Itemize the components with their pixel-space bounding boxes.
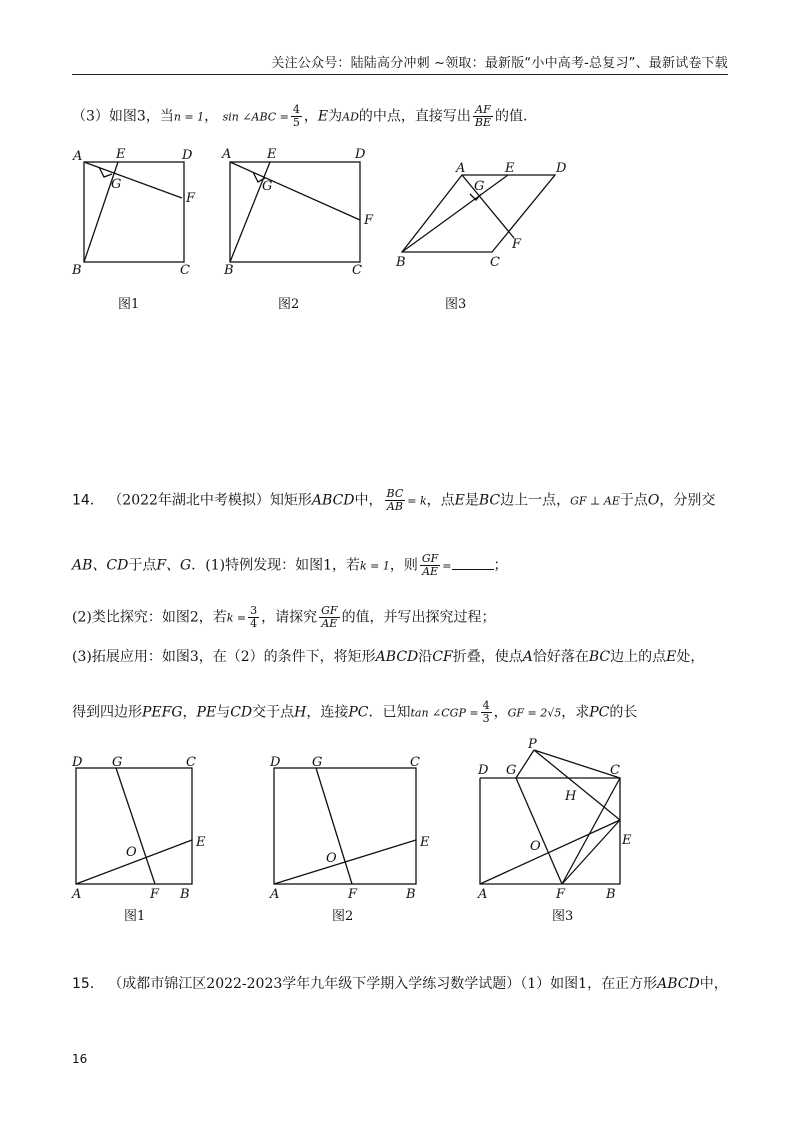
- q14-line5: [72, 700, 740, 725]
- q14-p3b: 沿: [418, 649, 433, 665]
- q14-a: A: [522, 649, 533, 665]
- q13-mid2: 的中点，直接写出: [358, 108, 471, 125]
- q13-ask-den: BE: [474, 116, 492, 129]
- q14-p4c: 与: [216, 704, 231, 721]
- q13-sin-lhs: sin ∠ABC =: [222, 110, 289, 124]
- q15-number: 15．: [72, 976, 104, 992]
- b-fig2-label-c: C: [410, 755, 420, 770]
- fig2-label-g: G: [262, 179, 273, 194]
- q14-p4f: ．已知: [368, 704, 411, 721]
- fig1-label-c: C: [180, 263, 190, 278]
- b-fig1-label-d: D: [72, 755, 83, 770]
- q14-k2-num: 3: [250, 604, 258, 617]
- fig1-label-a: A: [73, 149, 83, 164]
- fig1-label-d: D: [182, 148, 193, 163]
- b-fig1-label-o: O: [126, 845, 137, 860]
- fig3-label-d: D: [556, 161, 567, 176]
- b-fig3-line-ae: [480, 820, 620, 884]
- b-fig3-line-pe: [534, 750, 620, 820]
- fig3-label-b: B: [396, 255, 406, 270]
- q14-l2d: ，则: [389, 557, 418, 574]
- q14-k-frac: [385, 488, 406, 513]
- b-fig3-label-o: O: [530, 839, 541, 854]
- b-fig2-label-a: A: [270, 887, 280, 902]
- q14-fg: F、G: [156, 557, 192, 574]
- b-fig1-label-a: A: [72, 887, 82, 902]
- q14-gf-ae-frac: [420, 553, 440, 578]
- q14-abcd2: ABCD: [375, 649, 419, 665]
- q14-p4a: 得到四边形: [72, 704, 142, 721]
- fig1-label-f: F: [186, 191, 196, 206]
- q14-k-den: AB: [386, 500, 403, 513]
- fig2-line-eb: [230, 162, 273, 262]
- fig1-label-e: E: [116, 147, 126, 162]
- b-fig3-rect: [480, 778, 620, 884]
- b-fig2-label-f: F: [348, 887, 358, 902]
- q14-k-num: BC: [386, 487, 404, 500]
- q14-eq: =: [442, 559, 452, 573]
- q14-source: （2022年湖北中考模拟）知矩形: [108, 492, 312, 509]
- bottom-figures: [0, 738, 800, 928]
- b-fig2-label-g: G: [312, 755, 323, 770]
- q14-p4b: ，: [182, 704, 197, 721]
- fig3-label-g: G: [474, 179, 485, 194]
- q14-e2: E: [666, 649, 677, 665]
- b-fig3-line-pc: [534, 750, 620, 778]
- fig3-line-af: [462, 175, 514, 238]
- b-fig3-label-h: H: [565, 789, 577, 804]
- q14-cf: CF: [432, 649, 453, 665]
- q13-sin-frac: [291, 104, 302, 129]
- q14-cd: CD: [230, 704, 253, 721]
- b-fig3-label-a: A: [478, 887, 488, 902]
- q14-k2-frac: [248, 605, 259, 630]
- b-fig1-label-b: B: [180, 887, 190, 902]
- q14-p4d: 交于点: [252, 704, 295, 721]
- b-fig3-line-gp: [516, 750, 534, 778]
- q14-p4g: ，: [493, 704, 508, 721]
- fig2-label-b: B: [224, 263, 234, 278]
- page-header: [72, 52, 728, 75]
- page-number: 16: [72, 1052, 88, 1066]
- q14-pc: PC: [348, 704, 369, 721]
- fig2-label-c: C: [352, 263, 362, 278]
- q13-ask-num: AF: [473, 104, 493, 117]
- b-fig3-label-e: E: [622, 833, 632, 848]
- q14-gf2: GF: [321, 604, 338, 617]
- q14-bc2: BC: [588, 649, 611, 665]
- b-fig3-label-g: G: [506, 763, 517, 778]
- q14-bc: BC: [478, 492, 501, 509]
- q14-tan-num: 4: [482, 699, 490, 712]
- b-fig3-label-c: C: [610, 763, 620, 778]
- q14-o: O: [647, 492, 660, 509]
- b-fig2-label-e: E: [420, 835, 430, 850]
- q14-p3e: 边上的点: [610, 649, 667, 665]
- fig1-label-g: G: [111, 177, 122, 192]
- b-fig2-line-gf: [316, 768, 352, 884]
- q14-line3: [72, 605, 740, 630]
- q14-line2: [72, 553, 740, 578]
- q14-line4: [72, 647, 740, 667]
- fig1-rect: [84, 162, 184, 262]
- q15-source: （成都市锦江区2022-2023学年九年级下学期入学练习数学试题）（1）如图1，在正方形: [108, 976, 658, 992]
- b-fig2-label-o: O: [326, 851, 337, 866]
- b-fig3-label-d: D: [478, 763, 489, 778]
- q14-p3f: 处，: [676, 649, 705, 665]
- q14-p4e: ，连接: [306, 704, 349, 721]
- q14-ab-cd: AB、CD: [72, 557, 129, 574]
- q13-sin-num: 4: [292, 103, 300, 116]
- q13-mid: 为: [328, 108, 343, 125]
- q14-l2b: 于点: [128, 557, 157, 574]
- q15-line1: [72, 974, 740, 994]
- b-fig1-rect: [76, 768, 192, 884]
- q14-ae2: AE: [321, 617, 338, 630]
- b-fig2-label-d: D: [270, 755, 281, 770]
- fig2-label-f: F: [364, 213, 374, 228]
- q14-p2a: (2)类比探究：如图2，若: [72, 609, 227, 626]
- q13-e: E: [317, 108, 329, 125]
- fig2-label-e: E: [267, 147, 277, 162]
- fig3-label-f: F: [512, 237, 522, 252]
- q14-tan-frac: [481, 700, 492, 725]
- fig3-label-c: C: [490, 255, 500, 270]
- q14-tan-lhs: tan ∠CGP =: [410, 706, 479, 720]
- q14-e: E: [454, 492, 465, 509]
- q14-pe: PE: [196, 704, 217, 721]
- b-fig1-caption: 图1: [124, 909, 146, 924]
- b-fig3-line-fe: [562, 820, 620, 884]
- fig1-label-b: B: [72, 263, 82, 278]
- fig3-label-e: E: [505, 161, 515, 176]
- fig1-caption: 图1: [118, 297, 140, 312]
- b-fig1-label-e: E: [196, 835, 206, 850]
- q14-p2c: 的值，并写出探究过程；: [341, 609, 496, 626]
- b-fig1-label-c: C: [186, 755, 196, 770]
- q13-suffix: 的值.: [495, 108, 528, 125]
- q14-p2b: ，请探究: [261, 609, 318, 626]
- q14-p3c: 折叠，使点: [452, 649, 523, 665]
- q14-line1: [72, 488, 740, 513]
- b-fig3-caption: 图3: [552, 909, 574, 924]
- header-text: 关注公众号：陆陆高分冲刺 ~领取：最新版“小中高考-总复习”、最新试卷下载: [271, 56, 728, 71]
- q14-k2-den: 4: [250, 617, 258, 630]
- q14-h: H: [294, 704, 307, 721]
- q14-abcd: ABCD: [311, 492, 355, 509]
- q13-ad: AD: [342, 110, 359, 124]
- b-fig2-rect: [274, 768, 416, 884]
- q14-number: 14．: [72, 492, 104, 509]
- q14-k-eq: = k: [407, 494, 427, 508]
- q14-t1: 中，: [354, 492, 383, 509]
- b-fig3-label-f: F: [556, 887, 566, 902]
- q14-pefg: PEFG: [142, 704, 183, 721]
- q14-ae: AE: [422, 565, 439, 578]
- q13-prefix: （3）如图3，当: [72, 108, 174, 125]
- fig2-line-af: [230, 162, 360, 220]
- q15-abcd: ABCD: [657, 976, 700, 992]
- q14-p4h: ，求: [561, 704, 590, 721]
- q14-t5: 于点: [619, 492, 648, 509]
- q14-gf: GF: [421, 552, 439, 565]
- q14-p3a: (3)拓展应用：如图3，在（2）的条件下，将矩形: [72, 649, 376, 665]
- fig3-line-eb: [402, 175, 508, 252]
- b-fig1-label-g: G: [112, 755, 123, 770]
- q14-k-eq2: k =: [226, 611, 247, 625]
- b-fig3-line-gf: [516, 778, 562, 884]
- q14-answer-blank[interactable]: [452, 557, 494, 570]
- q13-n-eq: n = 1: [173, 110, 205, 124]
- q14-gf-ae-frac2: [319, 605, 339, 630]
- q13-sin-den: 5: [292, 116, 300, 129]
- fig3-caption: 图3: [445, 297, 467, 312]
- b-fig2-caption: 图2: [332, 909, 354, 924]
- q13-ask-frac: [473, 104, 493, 129]
- q14-perp: GF ⊥ AE: [570, 494, 620, 508]
- q14-l2c: ．(1)特例发现：如图1，若: [191, 557, 360, 574]
- q14-t3: 是: [464, 492, 479, 509]
- q14-l2f: ；: [493, 557, 508, 574]
- q14-tan-den: 3: [482, 712, 490, 725]
- q14-pc2: PC: [589, 704, 610, 721]
- fig3-label-a: A: [456, 161, 466, 176]
- q14-p3d: 恰好落在: [532, 649, 589, 665]
- q14-p4i: 的长: [609, 704, 638, 721]
- fig2-label-d: D: [355, 147, 366, 162]
- b-fig1-label-f: F: [150, 887, 160, 902]
- q14-gf-val: GF = 2√5: [507, 706, 562, 720]
- q14-k1: k = 1: [360, 559, 390, 573]
- q14-t4: 边上一点，: [500, 492, 571, 509]
- b-fig3-label-p: P: [528, 737, 537, 752]
- q14-t2: ，点: [426, 492, 455, 509]
- fig2-label-a: A: [222, 147, 232, 162]
- q15-tail: 中，: [699, 976, 728, 992]
- q14-t6: ，分别交: [659, 492, 716, 509]
- b-fig2-label-b: B: [406, 887, 416, 902]
- fig2-caption: 图2: [278, 297, 300, 312]
- top-figures: [0, 140, 800, 340]
- q13-part3-line: （3）如图3，当n = 1， sin ∠ABC = $\frac{4}{5}$ ，E为AD的中点，直接写出 $\frac{AF}{BE}$ 的值.: [72, 103, 528, 129]
- b-fig3-label-b: B: [606, 887, 616, 902]
